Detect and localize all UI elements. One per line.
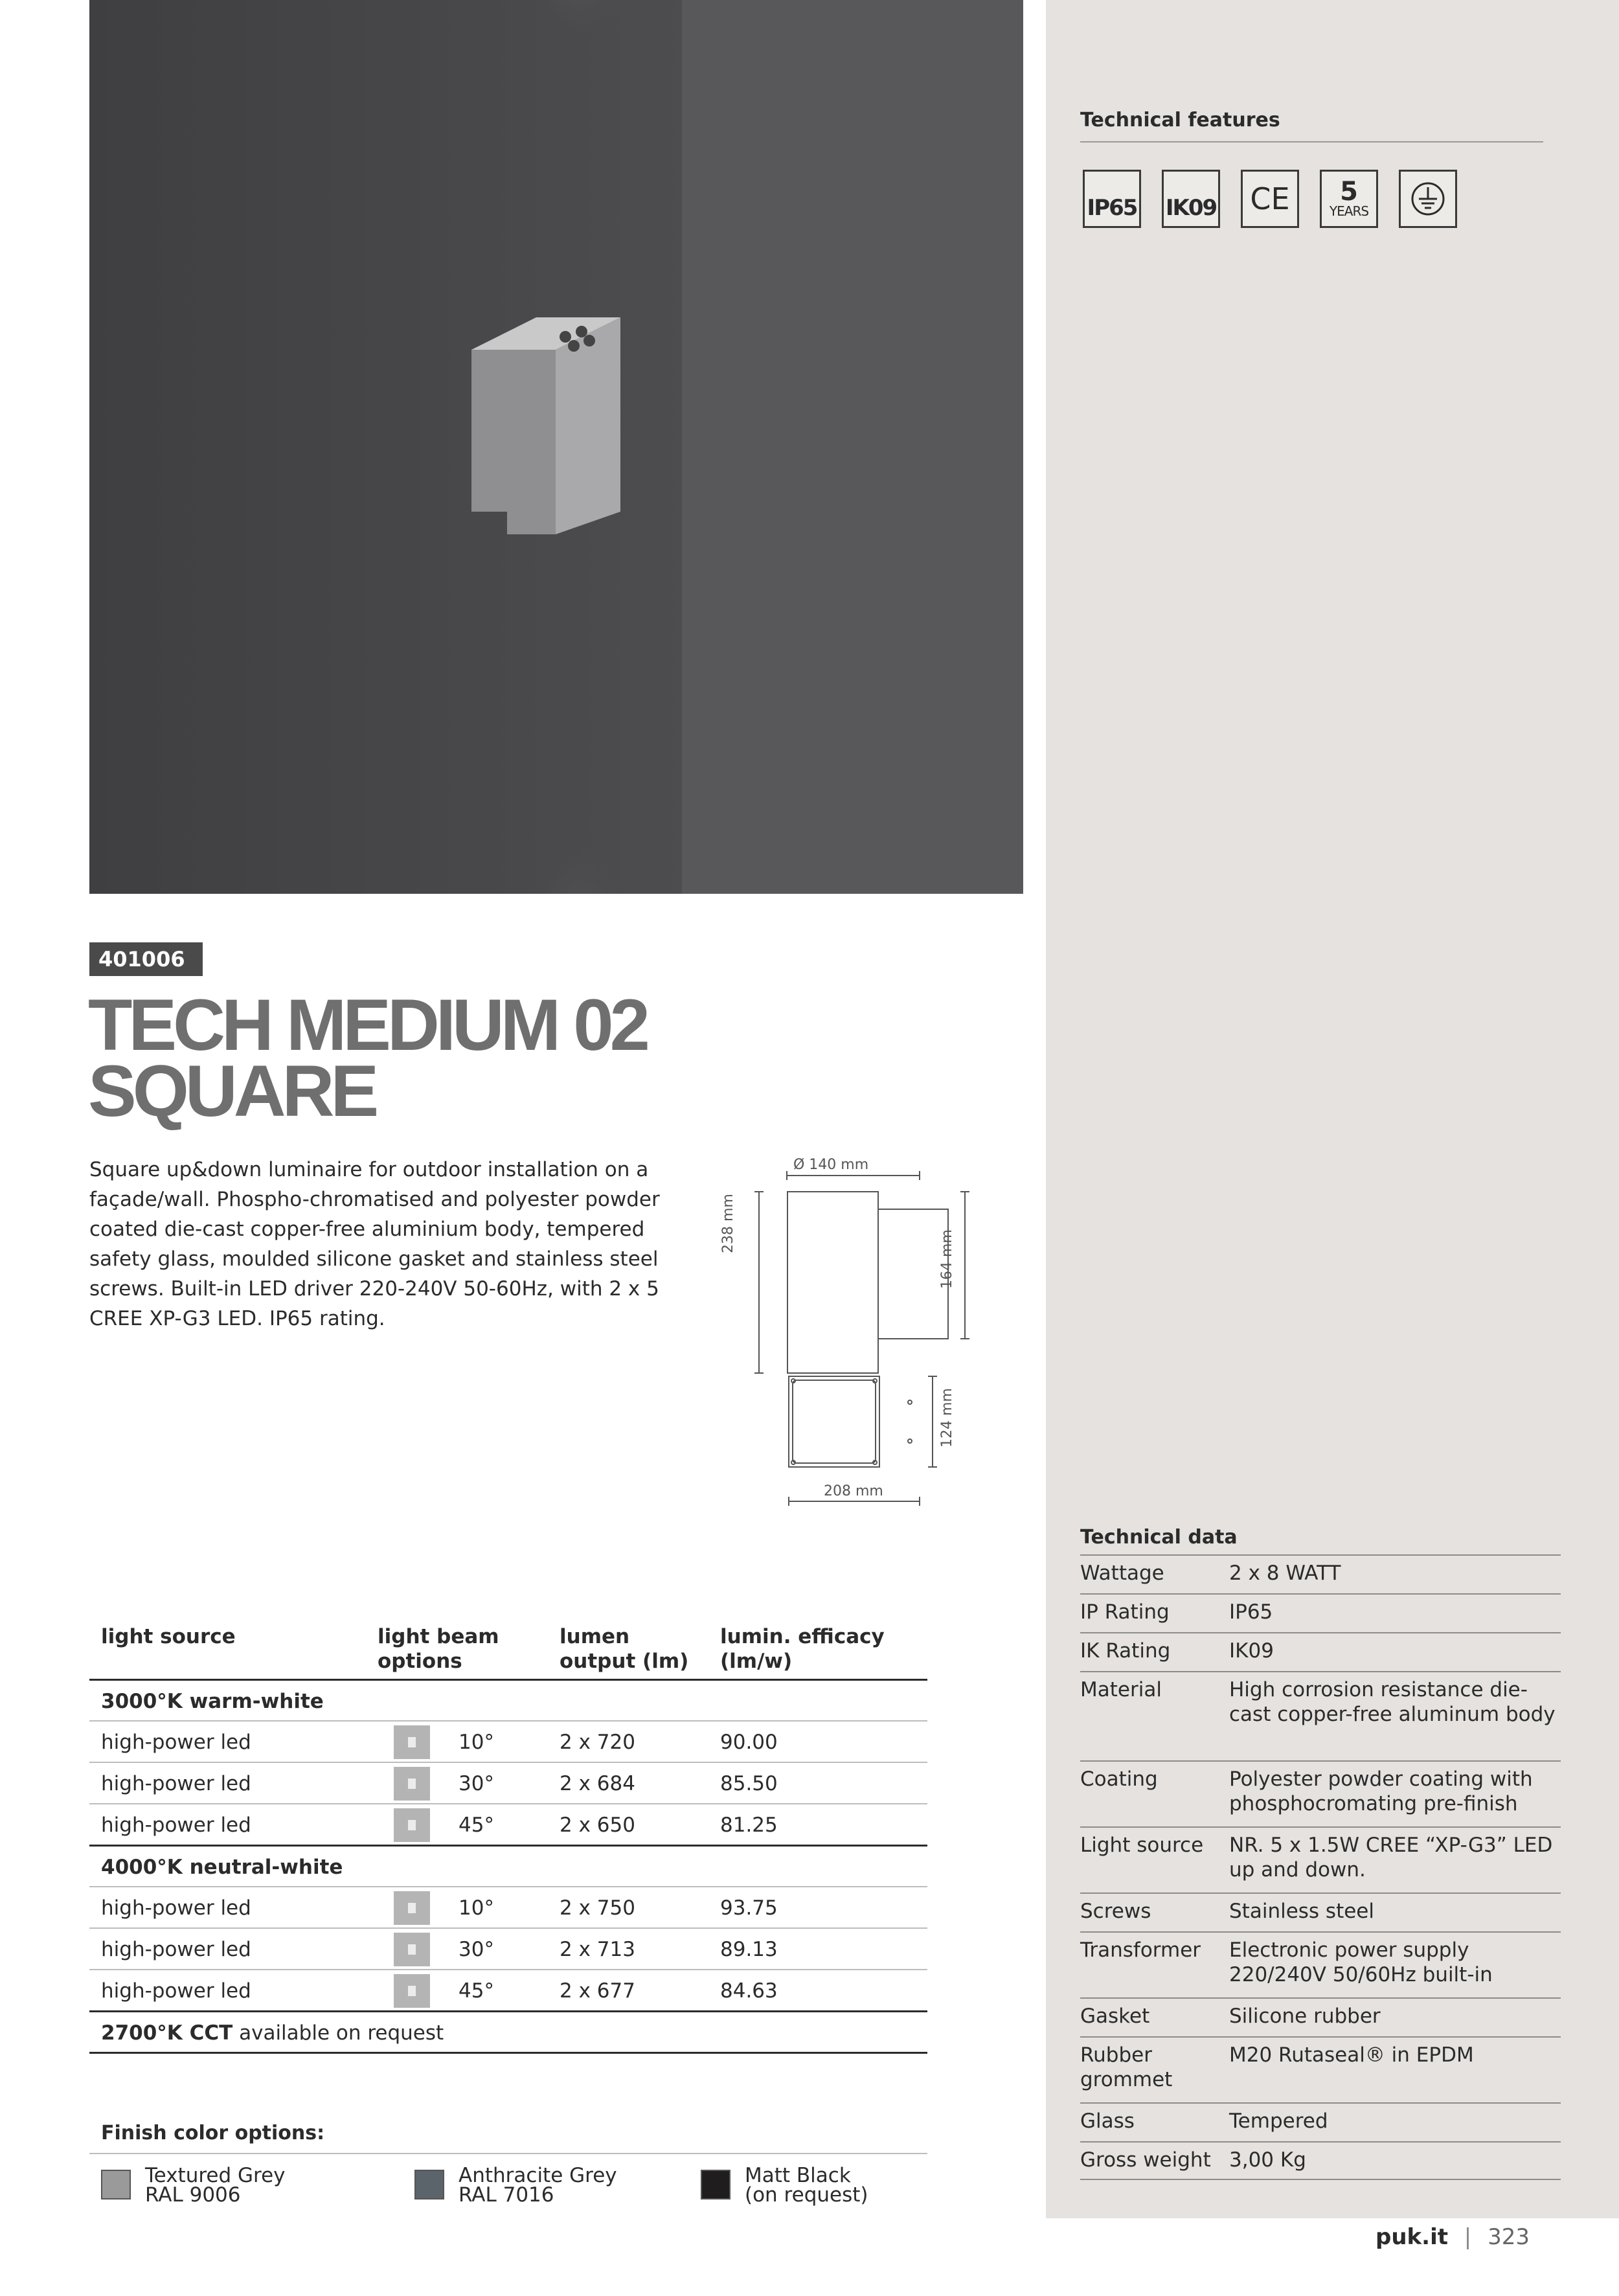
cell-beam: 10° (459, 1896, 494, 1920)
group-label: 4000°K neutral-white (101, 1856, 343, 1879)
finish-option-code: (on request) (745, 2183, 868, 2207)
cell-efficacy: 93.75 (720, 1896, 778, 1920)
warranty-icon (1320, 170, 1378, 228)
finish-option-name: Matt Black (745, 2164, 851, 2187)
tech-data-row (1080, 1593, 1561, 1632)
tech-data-row (1080, 1760, 1561, 1826)
ce-label: CE (1250, 181, 1290, 216)
table-row (89, 1969, 927, 2010)
cell-efficacy: 90.00 (720, 1731, 778, 1754)
tech-data-row (1080, 1632, 1561, 1671)
footer-separator: | (1464, 2224, 1472, 2250)
warranty-years-label: YEARS (1329, 203, 1369, 219)
tech-data-row (1080, 1892, 1561, 1931)
tech-data-row (1080, 2036, 1561, 2102)
cell-lumen: 2 x 720 (560, 1731, 635, 1754)
header-light-beam (378, 1624, 499, 1674)
cell-beam: 10° (459, 1731, 494, 1754)
finish-title: Finish color options: (101, 2122, 325, 2144)
beam-10-icon (394, 1725, 430, 1759)
tech-data-label: Material (1080, 1678, 1162, 1701)
table-row (89, 1927, 927, 1969)
tech-data-row (1080, 2102, 1561, 2141)
finish-option-2 (459, 2166, 617, 2205)
tech-data-value: Electronic power supply 220/240V 50/60Hz built-in (1229, 1938, 1493, 1986)
footer-site: puk.it (1376, 2224, 1448, 2250)
cct-footnote-bold: 2700°K CCT (101, 2021, 233, 2045)
tech-data-value: Tempered (1229, 2109, 1328, 2133)
earth-ground-symbol (1410, 181, 1446, 217)
product-photo (89, 0, 1023, 894)
header-eff-line2: (lm/w) (720, 1650, 793, 1673)
header-eff-line1: lumin. efficacy (720, 1625, 885, 1648)
cell-source: high-power led (101, 1979, 251, 2003)
cell-source: high-power led (101, 1731, 251, 1754)
tech-data-value: IK09 (1229, 1639, 1274, 1663)
finish-option-code: RAL 9006 (145, 2183, 241, 2207)
cell-lumen: 2 x 750 (560, 1896, 635, 1920)
product-code: 401006 (89, 942, 203, 976)
cct-footnote (101, 2021, 444, 2045)
cell-efficacy: 81.25 (720, 1813, 778, 1837)
cell-beam: 45° (459, 1979, 494, 2003)
header-efficacy (720, 1624, 885, 1674)
swatch-textured-grey (101, 2170, 131, 2199)
tech-data-label: IK Rating (1080, 1639, 1171, 1663)
header-beam-line1: light beam (378, 1625, 499, 1648)
table-row (89, 1886, 927, 1927)
beam-30-icon (394, 1767, 430, 1801)
cct-footnote-text: available on request (232, 2021, 444, 2045)
tech-data-value: Stainless steel (1229, 1900, 1374, 1923)
ce-mark-icon (1241, 170, 1299, 228)
finish-option-3 (745, 2166, 868, 2205)
beam-10-icon (394, 1891, 430, 1925)
tech-data-label: Rubber grommet (1080, 2043, 1173, 2091)
tech-data-row (1080, 1554, 1561, 1593)
cell-efficacy: 84.63 (720, 1979, 778, 2003)
ik09-icon (1162, 170, 1220, 228)
product-title-line2: SQUARE (88, 1051, 376, 1131)
tech-data-row (1080, 1826, 1561, 1892)
table-row (89, 1803, 927, 1845)
dimension-drawing (725, 1150, 984, 1512)
product-title-line1: TECH MEDIUM 02 (88, 984, 646, 1065)
cell-source: high-power led (101, 1896, 251, 1920)
dim-width: 208 mm (824, 1483, 883, 1499)
finish-option-code: RAL 7016 (459, 2183, 554, 2207)
dim-diameter: Ø 140 mm (793, 1157, 869, 1173)
tech-data-label: Coating (1080, 1767, 1158, 1791)
tech-data-value: IP65 (1229, 1600, 1273, 1624)
tech-data-row (1080, 2141, 1561, 2180)
beam-45-icon (394, 1974, 430, 2008)
tech-data-label: Wattage (1080, 1562, 1164, 1585)
tech-data-row (1080, 1671, 1561, 1760)
ik09-label: IK09 (1165, 195, 1217, 221)
ip65-label: IP65 (1087, 195, 1137, 221)
dim-height: 238 mm (720, 1194, 736, 1253)
group-row-3000k (89, 1679, 927, 1720)
dim-depth: 164 mm (939, 1229, 955, 1289)
tech-data-label: Glass (1080, 2109, 1135, 2133)
tech-data-label: Screws (1080, 1900, 1151, 1923)
tech-data-label: Gasket (1080, 2005, 1150, 2028)
dim-side: 124 mm (939, 1388, 955, 1448)
cell-beam: 45° (459, 1813, 494, 1837)
tech-data-value: Polyester powder coating with phosphocromating pre-finish (1229, 1767, 1533, 1815)
finish-rule (89, 2153, 927, 2154)
finish-option-name: Textured Grey (145, 2164, 286, 2187)
tech-data-label: Transformer (1080, 1938, 1201, 1962)
cell-source: high-power led (101, 1938, 251, 1961)
tech-data-value: Silicone rubber (1229, 2005, 1381, 2028)
tech-data-label: Light source (1080, 1834, 1204, 1857)
tech-data-row (1080, 1997, 1561, 2036)
tech-data-label: Gross weight (1080, 2148, 1211, 2172)
table-row (89, 1762, 927, 1803)
tech-data-value: M20 Rutaseal® in EPDM (1229, 2043, 1474, 2067)
page-footer (1376, 2224, 1530, 2250)
tech-data-value: 2 x 8 WATT (1229, 1562, 1341, 1585)
cell-source: high-power led (101, 1772, 251, 1795)
beam-30-icon (394, 1933, 430, 1966)
cell-lumen: 2 x 713 (560, 1938, 635, 1961)
cell-beam: 30° (459, 1772, 494, 1795)
tech-data-value: High corrosion resistance die-cast copper-free aluminum body (1229, 1678, 1556, 1726)
tech-data-value: 3,00 Kg (1229, 2148, 1306, 2172)
tech-data-value: NR. 5 x 1.5W CREE “XP-G3” LED up and down. (1229, 1834, 1553, 1881)
earth-ground-icon (1399, 170, 1457, 228)
cell-lumen: 2 x 677 (560, 1979, 635, 2003)
cell-lumen: 2 x 684 (560, 1772, 635, 1795)
cell-efficacy: 89.13 (720, 1938, 778, 1961)
cct-footnote-row (89, 2010, 927, 2054)
header-lumen-line2: output (lm) (560, 1650, 689, 1673)
table-row (89, 1720, 927, 1762)
finish-option-name: Anthracite Grey (459, 2164, 617, 2187)
ip65-icon (1083, 170, 1141, 228)
cell-lumen: 2 x 650 (560, 1813, 635, 1837)
product-title (88, 984, 646, 1131)
technical-data-title: Technical data (1080, 1526, 1238, 1549)
cell-beam: 30° (459, 1938, 494, 1961)
group-label: 3000°K warm-white (101, 1690, 324, 1713)
wall-light-image (89, 0, 1023, 894)
header-lumen-output (560, 1624, 688, 1674)
swatch-matt-black (701, 2170, 730, 2199)
beam-45-icon (394, 1808, 430, 1842)
swatch-anthracite-grey (414, 2170, 444, 2199)
cell-source: high-power led (101, 1813, 251, 1837)
warranty-years-number: 5 (1340, 177, 1358, 207)
header-light-source: light source (101, 1625, 236, 1648)
technical-features-rule (1080, 141, 1543, 142)
page-number: 323 (1488, 2224, 1530, 2250)
tech-data-label: IP Rating (1080, 1600, 1170, 1624)
technical-features-title: Technical features (1080, 109, 1280, 131)
finish-option-1 (145, 2166, 286, 2205)
tech-data-row (1080, 1931, 1561, 1997)
cell-efficacy: 85.50 (720, 1772, 778, 1795)
group-row-4000k (89, 1845, 927, 1886)
header-lumen-line1: lumen (560, 1625, 630, 1648)
header-beam-line2: options (378, 1650, 462, 1673)
product-description: Square up&down luminaire for outdoor installation on a façade/wall. Phospho-chromatised and polyester powder coated die-cast copper-free aluminium body, tempered safety glass, moulded silicone gasket and stainless steel screws. Built-in LED driver 220-240V 50-60Hz, with 2 x 5 CREE XP-G3 LED. IP65 rating. (89, 1158, 660, 1330)
